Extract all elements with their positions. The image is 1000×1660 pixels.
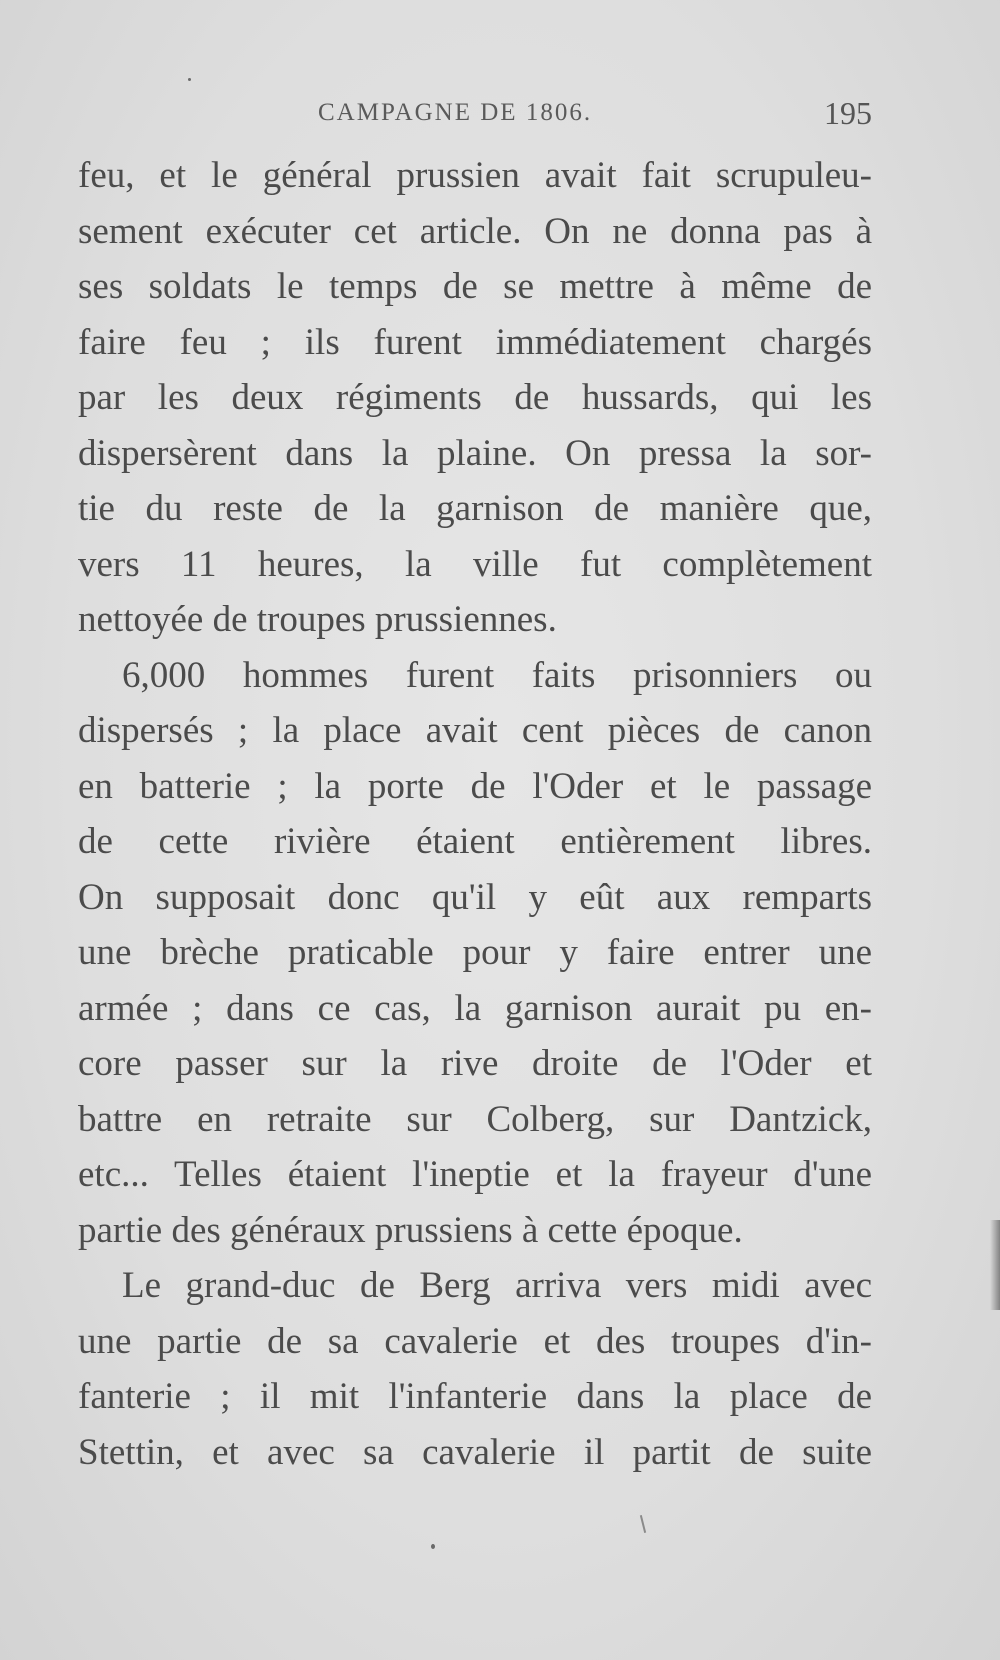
text-line: On supposait donc qu'il y eût aux remparts [78,876,872,918]
text-line: etc... Telles étaient l'ineptie et la frayeur d'une [78,1154,872,1195]
text-line: feu, et le général prussien avait fait scrupuleu- [78,155,872,196]
text-line: une partie de sa cavalerie et des troupes d'in- [78,1320,872,1362]
text-line: par les deux régiments de hussards, qui les [78,377,872,418]
text-line: tie du reste de la garnison de manière que, [78,488,872,529]
text-line: de cette rivière étaient entièrement libres. [78,821,872,862]
text-line: partie des généraux prussiens à cette époque. [78,1209,743,1251]
paper-speck [431,1544,435,1549]
text-line: dispersèrent dans la plaine. On pressa la sor- [78,432,872,474]
text-line: core passer sur la rive droite de l'Oder et [78,1043,872,1084]
text-line: une brèche praticable pour y faire entrer une [78,932,872,973]
text-line: vers 11 heures, la ville fut complètement [78,543,872,585]
text-line: armée ; dans ce cas, la garnison aurait pu en- [78,987,872,1029]
paragraph-start-line: 6,000 hommes furent faits prisonniers ou [122,654,872,696]
text-line: nettoyée de troupes prussiennes. [78,599,557,640]
text-line: Stettin, et avec sa cavalerie il partit de suite [78,1431,872,1473]
paragraph-start-line: Le grand-duc de Berg arriva vers midi avec [122,1265,872,1306]
text-line: sement exécuter cet article. On ne donna pas à [78,210,872,252]
text-line: faire feu ; ils furent immédiatement chargés [78,321,872,363]
text-line: en batterie ; la porte de l'Oder et le passage [78,765,872,807]
running-title: CAMPAGNE DE 1806. [318,99,593,126]
text-line: dispersés ; la place avait cent pièces de canon [78,710,872,751]
paper-scratch [640,1515,646,1533]
text-line: ses soldats le temps de se mettre à même de [78,266,872,307]
page-number: 195 [824,95,872,131]
text-line: battre en retraite sur Colberg, sur Dantzick, [78,1098,872,1140]
page-edge-shadow [990,1220,1000,1310]
body-text [78,148,872,1480]
paper-speck [188,78,191,81]
text-line: fanterie ; il mit l'infanterie dans la place de [78,1376,872,1417]
running-header [78,95,872,135]
